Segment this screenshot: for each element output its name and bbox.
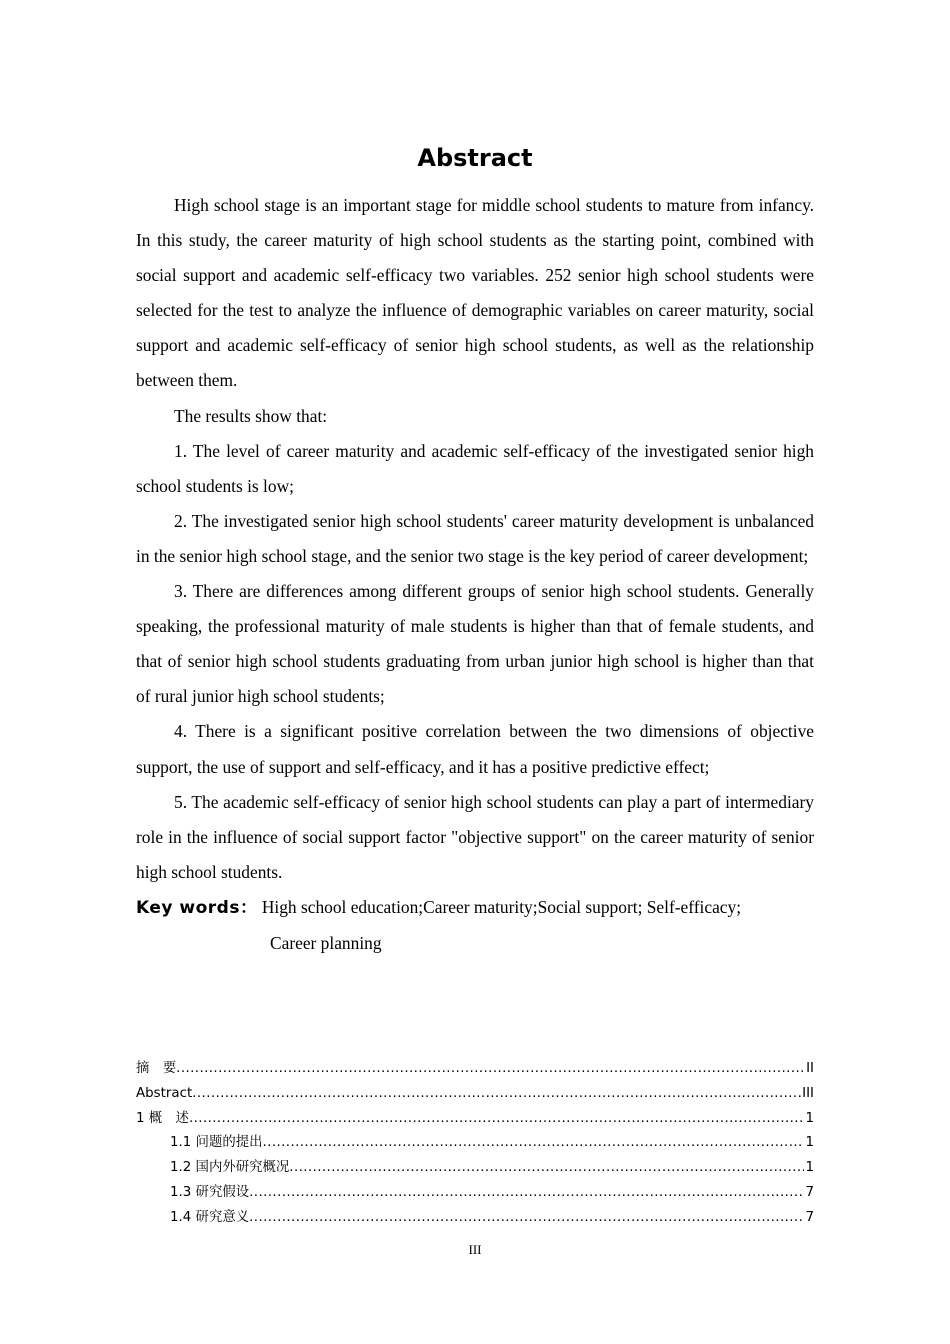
result-item-5: 5. The academic self-efficacy of senior high school students can play a part of intermediary role in the influence of social support factor "objective support" on the career maturity of senior high school students. xyxy=(136,791,814,882)
toc-leader-dots xyxy=(192,1082,801,1107)
toc-entry-page: 7 xyxy=(805,1209,814,1225)
toc-leader-dots xyxy=(176,1057,805,1082)
result-item-1: 1. The level of career maturity and academic self-efficacy of the investigated senior high school students is low; xyxy=(136,440,814,496)
toc-leader-dots xyxy=(249,1206,804,1231)
toc-entry-page: 1 xyxy=(805,1135,814,1151)
abstract-title: Abstract xyxy=(417,144,533,172)
toc-entry-label: 1.2 国内外研究概况 xyxy=(170,1160,290,1176)
toc-entry-page: III xyxy=(802,1085,814,1101)
toc-entry-page: II xyxy=(806,1061,814,1076)
toc-entry-page: 1 xyxy=(805,1160,814,1176)
toc-entry-label: 1.4 研究意义 xyxy=(170,1209,250,1225)
toc-entry[interactable] xyxy=(136,1107,814,1132)
toc-entry-label: 摘 要 xyxy=(136,1061,177,1076)
abstract-paragraph-intro: High school stage is an important stage for middle school students to mature from infancy. In this study, the career maturity of high school students as the starting point, combined with social support and academic self-efficacy two variables. 252 senior high school students were selected for the test to analyze the influence of demographic variables on career maturity, social support and academic self-efficacy of senior high school students, as well as the relationship between them. xyxy=(136,195,814,391)
toc-entry-label: 1.3 研究假设 xyxy=(170,1184,250,1200)
keywords-list: High school education;Career maturity;Social support; Self-efficacy; xyxy=(261,896,742,917)
toc-entry-label: 1 概 述 xyxy=(136,1110,189,1126)
keywords-continuation: Career planning xyxy=(270,932,382,953)
toc-entry[interactable] xyxy=(136,1082,814,1107)
toc-leader-dots xyxy=(289,1156,804,1181)
toc-entry-label: Abstract xyxy=(136,1085,193,1101)
result-item-3: 3. There are differences among different groups of senior high school students. Generally speaking, the professional maturity of male students is higher than that of female students, and that of senior high school students graduating from urban junior high school is higher than that of rural junior high school students; xyxy=(136,581,814,707)
toc-subentry[interactable] xyxy=(136,1131,814,1156)
page-number: III xyxy=(468,1242,482,1257)
result-item-2: 2. The investigated senior high school students' career maturity development is unbalanced in the senior high school stage, and the senior two stage is the key period of career development; xyxy=(136,510,814,566)
toc-leader-dots xyxy=(249,1181,804,1206)
toc-subentry[interactable] xyxy=(136,1181,814,1206)
toc-entry-label: 1.1 问题的提出 xyxy=(170,1135,263,1151)
toc-entry-page: 7 xyxy=(805,1184,814,1200)
keywords-label: Key words： xyxy=(136,897,258,918)
toc-leader-dots xyxy=(189,1107,805,1132)
toc-subentry[interactable] xyxy=(136,1156,814,1181)
toc-entry[interactable] xyxy=(136,1057,814,1082)
table-of-contents xyxy=(136,1057,814,1231)
toc-entry-page: 1 xyxy=(805,1110,814,1126)
toc-leader-dots xyxy=(263,1131,805,1156)
keywords-line xyxy=(136,890,814,926)
toc-subentry[interactable] xyxy=(136,1206,814,1231)
abstract-body xyxy=(136,188,814,961)
result-item-4: 4. There is a significant positive correlation between the two dimensions of objective support, the use of support and self-efficacy, and it has a positive predictive effect; xyxy=(136,721,814,777)
results-intro: The results show that: xyxy=(174,405,328,426)
